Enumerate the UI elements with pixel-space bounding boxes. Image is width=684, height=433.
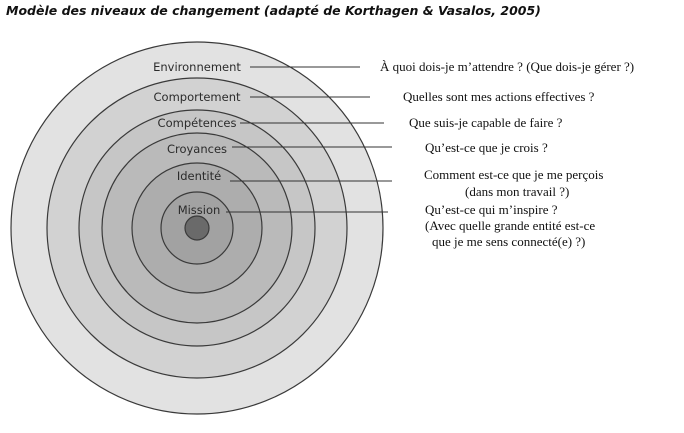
question-identite-line2: (dans mon travail ?) bbox=[465, 184, 570, 199]
question-comportement: Quelles sont mes actions effectives ? bbox=[403, 89, 595, 104]
question-mission-line2: (Avec quelle grande entité est-ce bbox=[425, 218, 596, 233]
question-mission-line3: que je me sens connecté(e) ?) bbox=[432, 234, 586, 249]
diagram-title: Modèle des niveaux de changement (adapté de Korthagen & Vasalos, 2005) bbox=[6, 3, 541, 18]
core-circle bbox=[185, 216, 209, 240]
level-label-identite: Identité bbox=[176, 169, 222, 183]
question-competences: Que suis-je capable de faire ? bbox=[409, 115, 563, 130]
level-questions bbox=[380, 59, 634, 249]
level-label-competences: Compétences bbox=[157, 116, 237, 130]
level-label-mission: Mission bbox=[177, 203, 221, 217]
level-label-croyances: Croyances bbox=[166, 142, 228, 156]
level-label-comportement: Comportement bbox=[153, 90, 241, 104]
question-mission-line1: Qu’est-ce qui m’inspire ? bbox=[425, 202, 558, 217]
question-environnement: À quoi dois-je m’attendre ? (Que dois-je gérer ?) bbox=[380, 59, 635, 74]
question-identite-line1: Comment est-ce que je me perçois bbox=[424, 167, 604, 182]
question-croyances: Qu’est-ce que je crois ? bbox=[425, 140, 548, 155]
level-label-environnement: Environnement bbox=[153, 60, 241, 74]
